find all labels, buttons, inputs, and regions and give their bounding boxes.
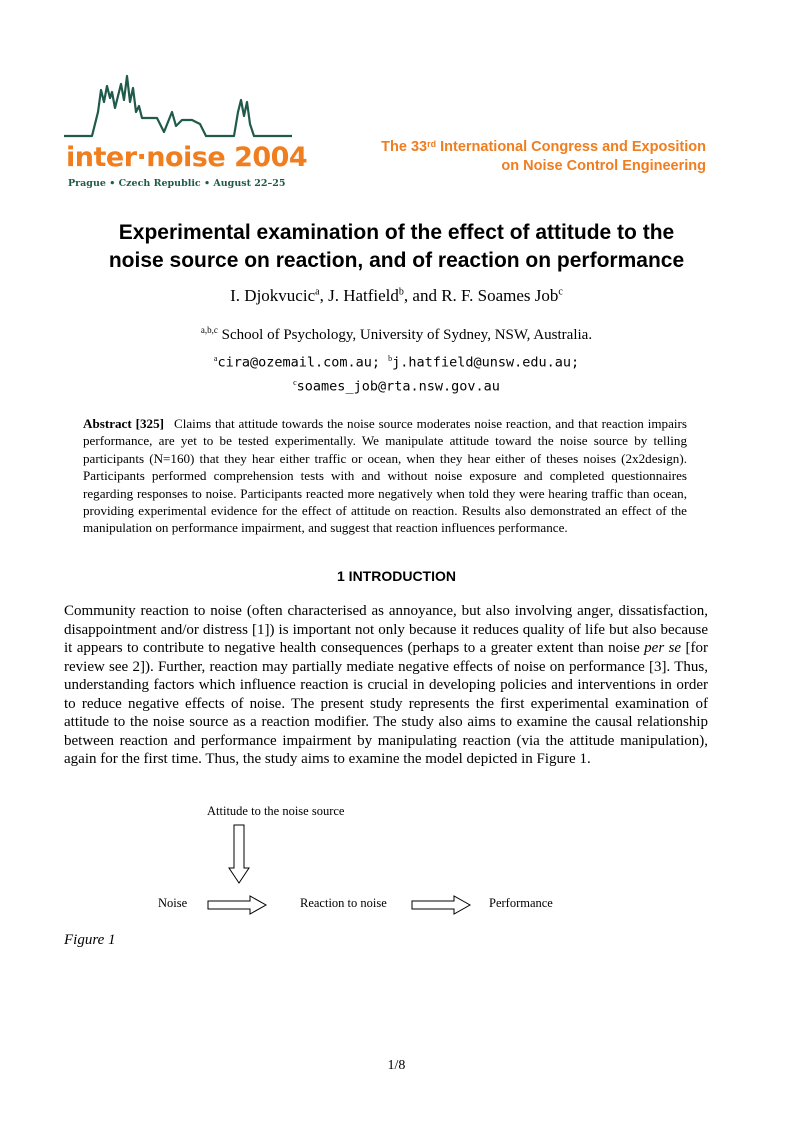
email-c[interactable]: soames_job@rta.nsw.gov.au — [296, 378, 500, 394]
skyline-icon — [62, 72, 294, 142]
section-heading: 1 INTRODUCTION — [337, 568, 456, 584]
figure-caption: Figure 1 — [64, 932, 116, 948]
author-emails: $^a$cira@ozemail.com.au; $^b$j.hatfield@unsw.edu.au; $^c$soames_job@rta.nsw.gov.au — [213, 354, 580, 394]
congress-line-2: on Noise Control Engineering — [501, 158, 706, 174]
down-arrow-icon — [229, 825, 249, 883]
email-a[interactable]: cira@ozemail.com.au — [217, 354, 372, 371]
figure-label-performance: Performance — [489, 896, 553, 910]
authors: I. Djokvucic$^a$, J. Hatfield$^b$, and R. F. Soames Job$^c$ — [230, 286, 563, 305]
congress-header — [381, 138, 706, 176]
abstract — [83, 415, 687, 537]
figure-label-attitude: Attitude to the noise source — [207, 804, 345, 818]
intro-paragraph: Community reaction to noise (often characterised as annoyance, but also involving anger, dissatisfaction, disappointment and/or distress [1]) is important not only because it reduces quality of life but also because it appears to contribute to negative health consequences (perhaps to a greater extent than noise per se [for review see 2]). Further, reaction may partially mediate negative effects of noise on performance [3]. Thus, understanding factors which influence reaction is crucial in developing policies and interventions in order to reduce negative effects of noise. The present study represents the first experimental examination of attitude to the noise source as a reaction modifier. The study also aims to examine the causal relationship between reaction and performance impairment by manipulating reaction (via the attitude manipulation), again for the first time. Thus, the study aims to examine the model depicted in Figure 1. — [64, 603, 708, 767]
figure-label-reaction: Reaction to noise — [300, 896, 387, 910]
email-b[interactable]: j.hatfield@unsw.edu.au; — [392, 354, 580, 371]
abstract-label: Abstract [325] — [83, 416, 164, 431]
figure-label-noise: Noise — [158, 896, 188, 910]
logo-tagline: Prague • Czech Republic • August 22–25 — [68, 178, 286, 189]
congress-line-1: The 33rd International Congress and Exposition — [381, 139, 706, 155]
page-number: 1/8 — [387, 1058, 406, 1073]
affiliation: $^{a,b,c}$ School of Psychology, University of Sydney, NSW, Australia. — [200, 325, 593, 343]
abstract-text: Claims that attitude towards the noise source moderates noise reaction, and that reaction impairs performance, are yet to be tested experimentally. We manipulate attitude toward the noise source by telling participants (N=160) that they hear either traffic or ocean, when they hear either of theses noises (2x2design). Participants performed comprehension tests with and without noise exposure and completed questionnaires regarding responses to noise. Participants reacted more negatively when told they were hearing traffic than ocean, providing experimental evidence for the effect of attitude on reaction. Results also demonstrated an effect of the manipulation on performance impairment, and suggest that reaction influences performance. — [83, 416, 687, 536]
right-arrow-icon — [412, 896, 470, 914]
paper-title: Experimental examination of the effect of attitude to the noise source on reaction, and of reaction on performance — [108, 221, 685, 272]
right-arrow-icon — [208, 896, 266, 914]
conference-logo — [62, 72, 308, 194]
logo-wordmark: inter·noise 2004 — [66, 142, 308, 173]
